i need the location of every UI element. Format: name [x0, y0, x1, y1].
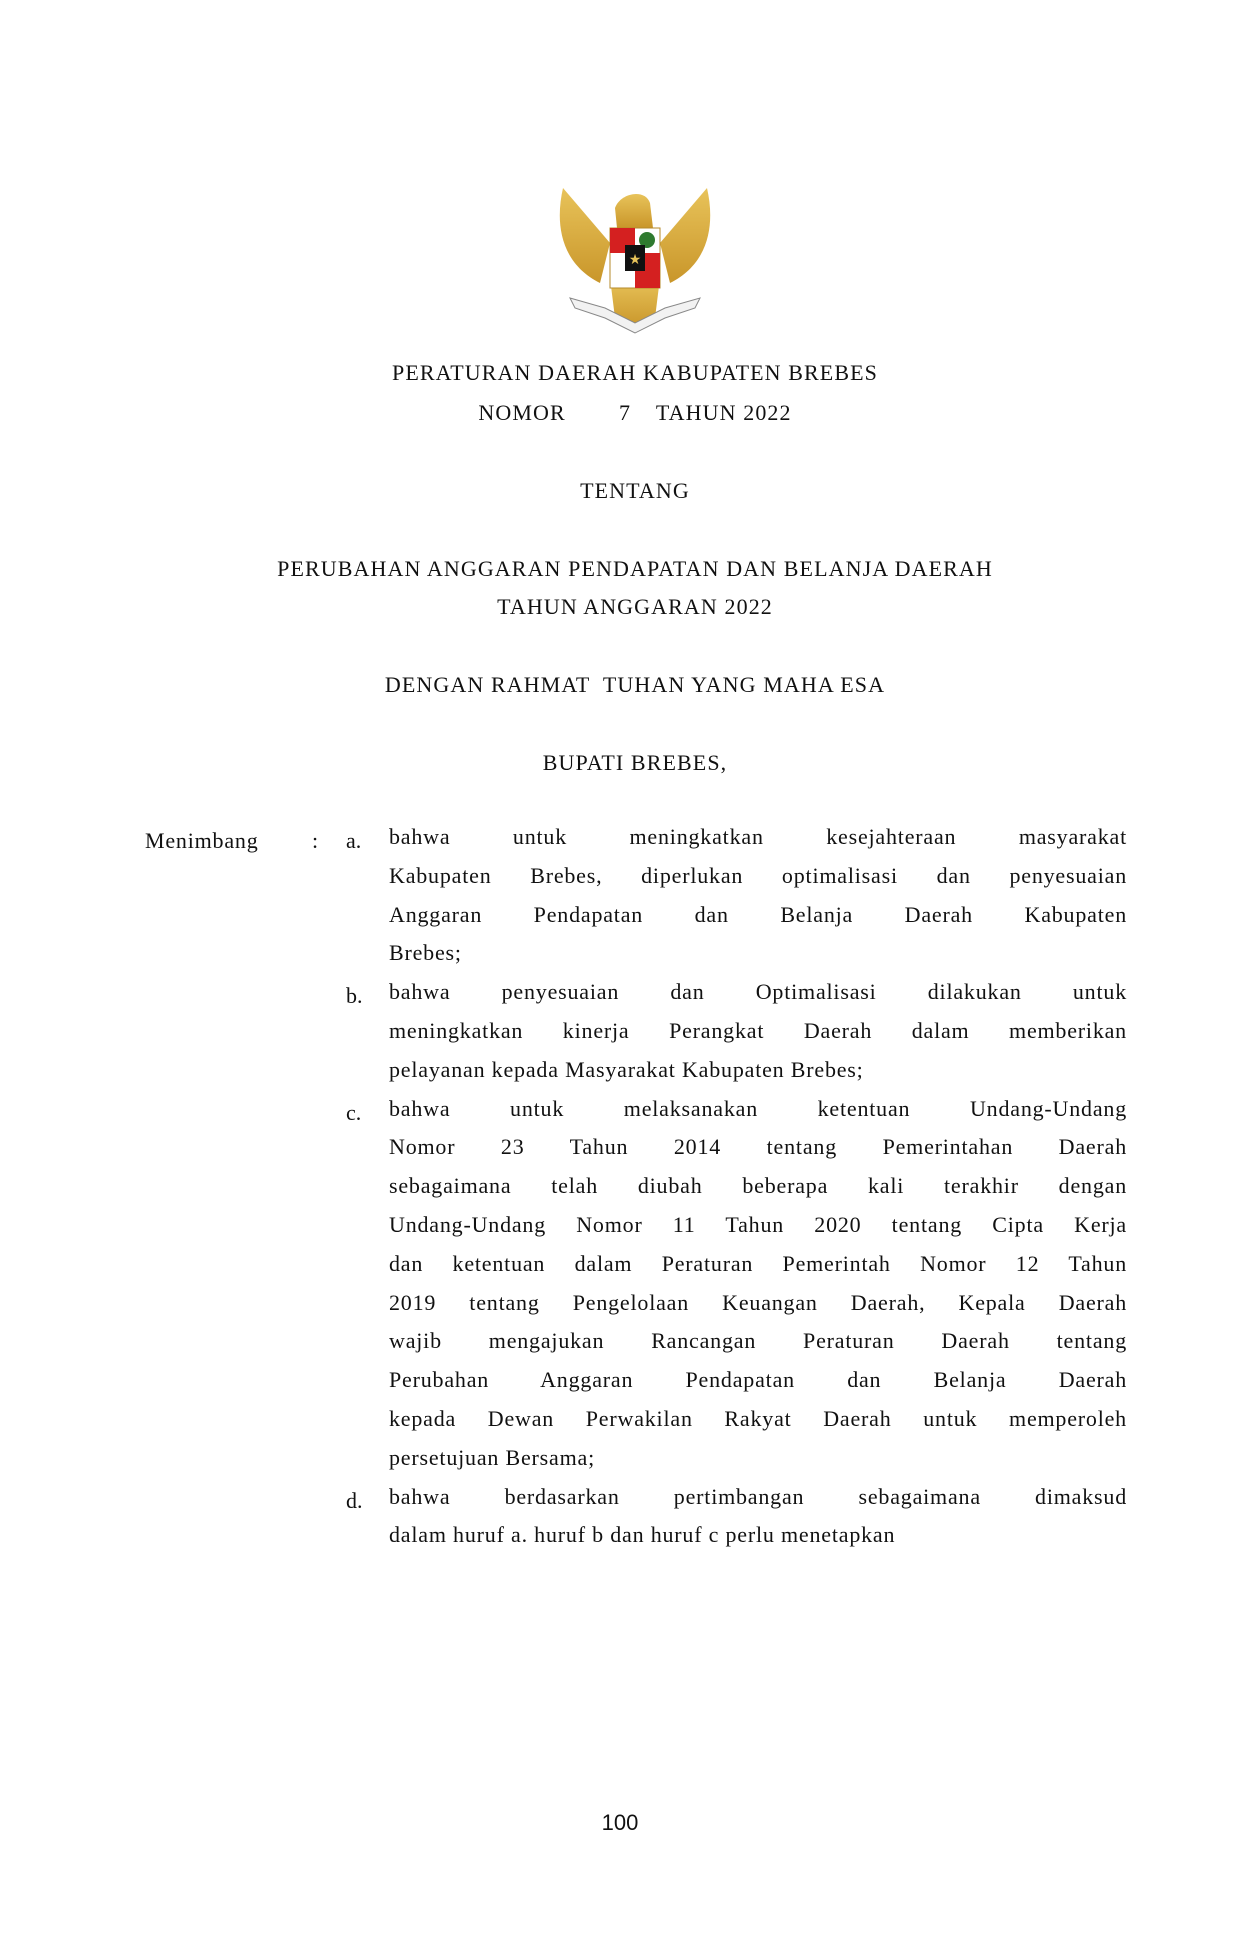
- rahmat-line: DENGAN RAHMAT TUHAN YANG MAHA ESA: [384, 672, 886, 697]
- menimbang-colon: :: [312, 828, 319, 853]
- item-line: Perubahan Anggaran Pendapatan dan Belanja Daerah: [389, 1367, 1127, 1393]
- item-letter: b.: [346, 983, 363, 1009]
- item-line: bahwa berdasarkan pertimbangan sebagaimana dimaksud: [389, 1483, 1127, 1509]
- item-letter: c.: [346, 1099, 362, 1125]
- svg-text:★: ★: [628, 253, 642, 268]
- item-line: Kabupaten Brebes, diperlukan optimalisasi dan penyesuaian: [389, 862, 1127, 888]
- menimbang-item: [389, 973, 1127, 1089]
- garuda-pancasila-emblem: [555, 183, 715, 338]
- menimbang-label: Menimbang: [145, 828, 259, 853]
- regulation-number: [0, 400, 1241, 426]
- item-line: dan ketentuan dalam Peraturan Pemerintah Nomor 12 Tahun: [389, 1250, 1127, 1276]
- item-line: dalam huruf a. huruf b dan huruf c perlu menetapkan: [389, 1522, 896, 1548]
- item-letter: a.: [346, 828, 362, 853]
- menimbang-item: [389, 1478, 1127, 1556]
- item-line: Nomor 23 Tahun 2014 tentang Pemerintahan Daerah: [389, 1134, 1127, 1160]
- title-line-2: TAHUN ANGGARAN 2022: [497, 594, 773, 619]
- item-line: bahwa untuk meningkatkan kesejahteraan masyarakat: [389, 824, 1127, 849]
- item-line: sebagaimana telah diubah beberapa kali terakhir dengan: [389, 1173, 1127, 1199]
- item-letter: d.: [346, 1487, 363, 1513]
- title-line-1: PERUBAHAN ANGGARAN PENDAPATAN DAN BELANJA DAERAH: [277, 556, 993, 581]
- item-line: Anggaran Pendapatan dan Belanja Daerah Kabupaten: [389, 901, 1127, 927]
- item-line: bahwa penyesuaian dan Optimalisasi dilakukan untuk: [389, 979, 1127, 1005]
- nomor-label: NOMOR: [478, 400, 566, 425]
- item-line: wajib mengajukan Rancangan Peraturan Daerah tentang: [389, 1328, 1127, 1354]
- tentang: TENTANG: [580, 478, 690, 503]
- item-line: 2019 tentang Pengelolaan Keuangan Daerah, Kepala Daerah: [389, 1289, 1127, 1315]
- item-line: bahwa untuk melaksanakan ketentuan Undang-Undang: [389, 1095, 1127, 1121]
- regulation-heading: PERATURAN DAERAH KABUPATEN BREBES: [392, 360, 878, 385]
- item-line: kepada Dewan Perwakilan Rakyat Daerah untuk memperoleh: [389, 1405, 1127, 1431]
- item-line: meningkatkan kinerja Perangkat Daerah dalam memberikan: [389, 1017, 1127, 1043]
- bupati-line: BUPATI BREBES,: [542, 750, 728, 775]
- menimbang-item: [389, 1090, 1127, 1478]
- menimbang-item: [389, 818, 1127, 973]
- page-number: 100: [601, 1810, 639, 1835]
- item-line: pelayanan kepada Masyarakat Kabupaten Brebes;: [389, 1056, 864, 1082]
- item-line: Undang-Undang Nomor 11 Tahun 2020 tentang Cipta Kerja: [389, 1211, 1127, 1237]
- item-line: Brebes;: [389, 940, 462, 966]
- nomor-value: 7: [618, 400, 632, 425]
- tahun: TAHUN 2022: [655, 400, 792, 425]
- item-line: persetujuan Bersama;: [389, 1444, 595, 1470]
